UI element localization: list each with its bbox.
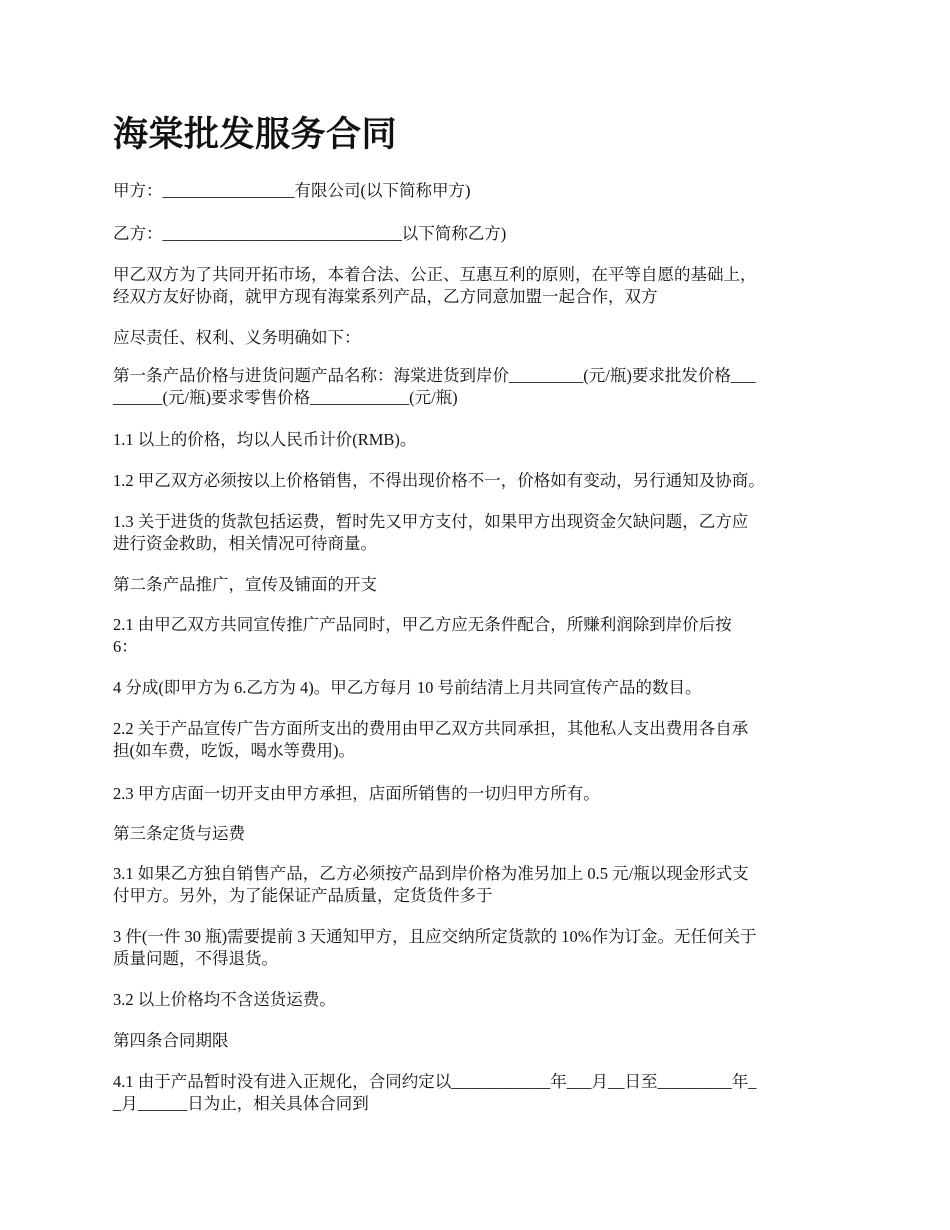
clause-4-1: [113, 1071, 843, 1115]
clause-1-3: [113, 511, 843, 555]
clause-1-2: [113, 470, 843, 492]
clause-2-1-continuation: [113, 677, 843, 699]
text-line: 甲乙双方为了共同开拓市场，本着合法、公正、互惠互利的原则，在平等自愿的基础上，: [113, 265, 757, 284]
clause-3-1: [113, 863, 843, 907]
text-line: 付甲方。另外，为了能保证产品质量，定货货件多于: [113, 886, 493, 905]
party-a-line: [113, 180, 843, 202]
text-line: 6：: [113, 637, 138, 656]
clause-2-1: [113, 614, 843, 658]
text-line: 担(如车费，吃饭，喝水等费用)。: [113, 741, 355, 760]
text-line: 2.3 甲方店面一切开支由甲方承担，店面所销售的一切归甲方所有。: [113, 784, 600, 803]
text-line: 1.3 关于进货的货款包括运费，暂时先又甲方支付，如果甲方出现资金欠缺问题，乙方应: [113, 512, 749, 531]
text-line: 第三条定货与运费: [113, 824, 245, 843]
text-line: 2.2 关于产品宣传广告方面所支出的费用由甲乙双方共同承担，其他私人支出费用各自承: [113, 719, 749, 738]
text-line: 3 件(一件 30 瓶)需要提前 3 天通知甲方，且应交纳所定货款的 10%作为订金。无任何关于: [113, 927, 757, 946]
text-line: 乙方：_____________________________以下简称乙方): [113, 224, 507, 243]
text-line: 质量问题，不得退货。: [113, 949, 278, 968]
text-line: 甲方：________________有限公司(以下简称甲方): [113, 181, 471, 200]
article-2-heading: [113, 574, 843, 596]
text-line: 1.2 甲乙双方必须按以上价格销售，不得出现价格不一，价格如有变动，另行通知及协商。: [113, 471, 765, 490]
text-line: 第一条产品价格与进货问题产品名称：海棠进货到岸价_________(元/瓶)要求批发价格___: [113, 366, 756, 385]
text-line: 4.1 由于产品暂时没有进入正规化，合同约定以____________年___月__日至_________年_: [113, 1072, 757, 1091]
text-line: 第四条合同期限: [113, 1031, 229, 1050]
text-line: ______(元/瓶)要求零售价格____________(元/瓶): [113, 388, 458, 407]
text-line: 3.2 以上价格均不含送货运费。: [113, 990, 336, 1009]
document-title: 海棠批发服务合同: [113, 115, 398, 154]
clause-2-2: [113, 718, 843, 762]
text-line: 1.1 以上的价格，均以人民币计价(RMB)。: [113, 430, 417, 449]
clause-1-1: [113, 429, 843, 451]
article-1-heading: [113, 365, 843, 409]
text-line: 经双方友好协商，就甲方现有海棠系列产品，乙方同意加盟一起合作，双方: [113, 287, 658, 306]
party-b-line: [113, 223, 843, 245]
clause-3-2: [113, 989, 843, 1011]
text-line: 4 分成(即甲方为 6.乙方为 4)。甲乙方每月 10 号前结清上月共同宣传产品的数目。: [113, 678, 702, 697]
article-4-heading: [113, 1030, 843, 1052]
text-line: 第二条产品推广，宣传及铺面的开支: [113, 575, 377, 594]
text-line: _月______日为止，相关具体合同到: [113, 1094, 369, 1113]
text-line: 进行资金救助，相关情况可待商量。: [113, 534, 377, 553]
text-line: 应尽责任、权利、义务明确如下：: [113, 328, 361, 347]
text-line: 3.1 如果乙方独自销售产品，乙方必须按产品到岸价格为准另加上 0.5 元/瓶以现金形式支: [113, 864, 749, 883]
preamble-continuation: [113, 327, 843, 349]
preamble-paragraph: [113, 264, 843, 308]
clause-3-1-continuation: [113, 926, 843, 970]
article-3-heading: [113, 823, 843, 845]
text-line: 2.1 由甲乙双方共同宣传推广产品同时，甲乙方应无条件配合，所赚利润除到岸价后按: [113, 615, 732, 634]
clause-2-3: [113, 783, 843, 805]
